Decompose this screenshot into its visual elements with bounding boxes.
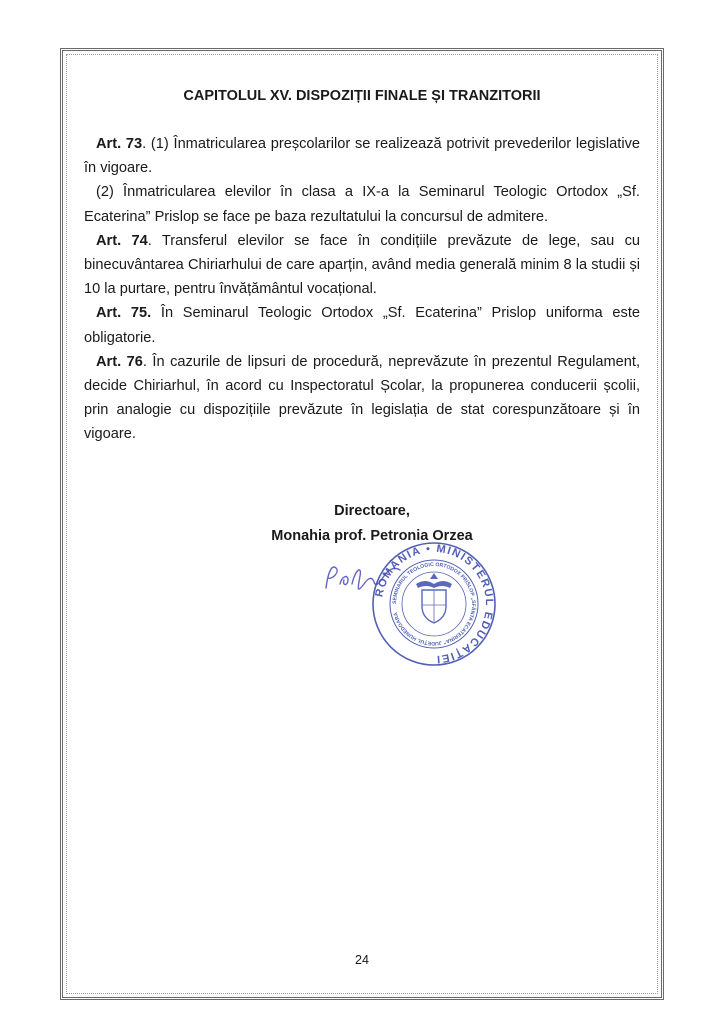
article-text: În Seminarul Teologic Ortodox „Sf. Ecaterina” Prislop uniforma este obligatorie.: [84, 305, 640, 346]
article-76: [84, 350, 640, 447]
article-75: [84, 301, 640, 349]
document-body: [84, 88, 640, 447]
page-number: 24: [355, 953, 369, 967]
article-text: (2) Înmatricularea elevilor în clasa a IX-a la Seminarul Teologic Ortodox „Sf. Ecaterina” Prislop se face pe baza rezultatului la concursul de admitere.: [84, 184, 640, 225]
handwritten-signature: [318, 554, 438, 604]
stamp-inner-text: SEMINARUL TEOLOGIC ORTODOX PRISLOP „SFÂNTA ECATERINA” JUDEȚUL HUNEDOARA: [391, 561, 477, 647]
article-label: Art. 74: [96, 232, 148, 249]
article-text: . (1) Înmatricularea preșcolarilor se realizează potrivit prevederilor legislative în vigoare.: [84, 136, 640, 177]
article-text: . Transferul elevilor se face în condițiile prevăzute de lege, sau cu binecuvântarea Chiriarhului de care aparțin, având media generală minim 8 la studii și 10 la purtare, pentru învățământul vocațional.: [84, 232, 640, 298]
article-73-para-1: [84, 132, 640, 180]
chapter-title: CAPITOLUL XV. DISPOZIȚII FINALE ȘI TRANZITORII: [183, 88, 541, 104]
signer-name: Monahia prof. Petronia Orzea: [271, 528, 473, 544]
article-73-para-2: [84, 180, 640, 228]
article-label: Art. 75.: [96, 305, 152, 322]
signer-role: Directoare,: [334, 503, 410, 519]
stamp-outer-text: ROMÂNIA • MINISTERUL EDUCAȚIEI: [373, 542, 496, 666]
article-label: Art. 73: [96, 136, 143, 152]
article-74: [84, 229, 640, 302]
article-text: . În cazurile de lipsuri de procedură, neprevăzute în prezentul Regulament, decide Chiriarhul, în acord cu Inspectoratul Școlar, la propunerea conducerii școlii, prin analogie cu dispozițiile prevăzute în legislația de stat corespunzătoare și în vigoare.: [84, 353, 641, 443]
article-label: Art. 76: [96, 353, 143, 370]
